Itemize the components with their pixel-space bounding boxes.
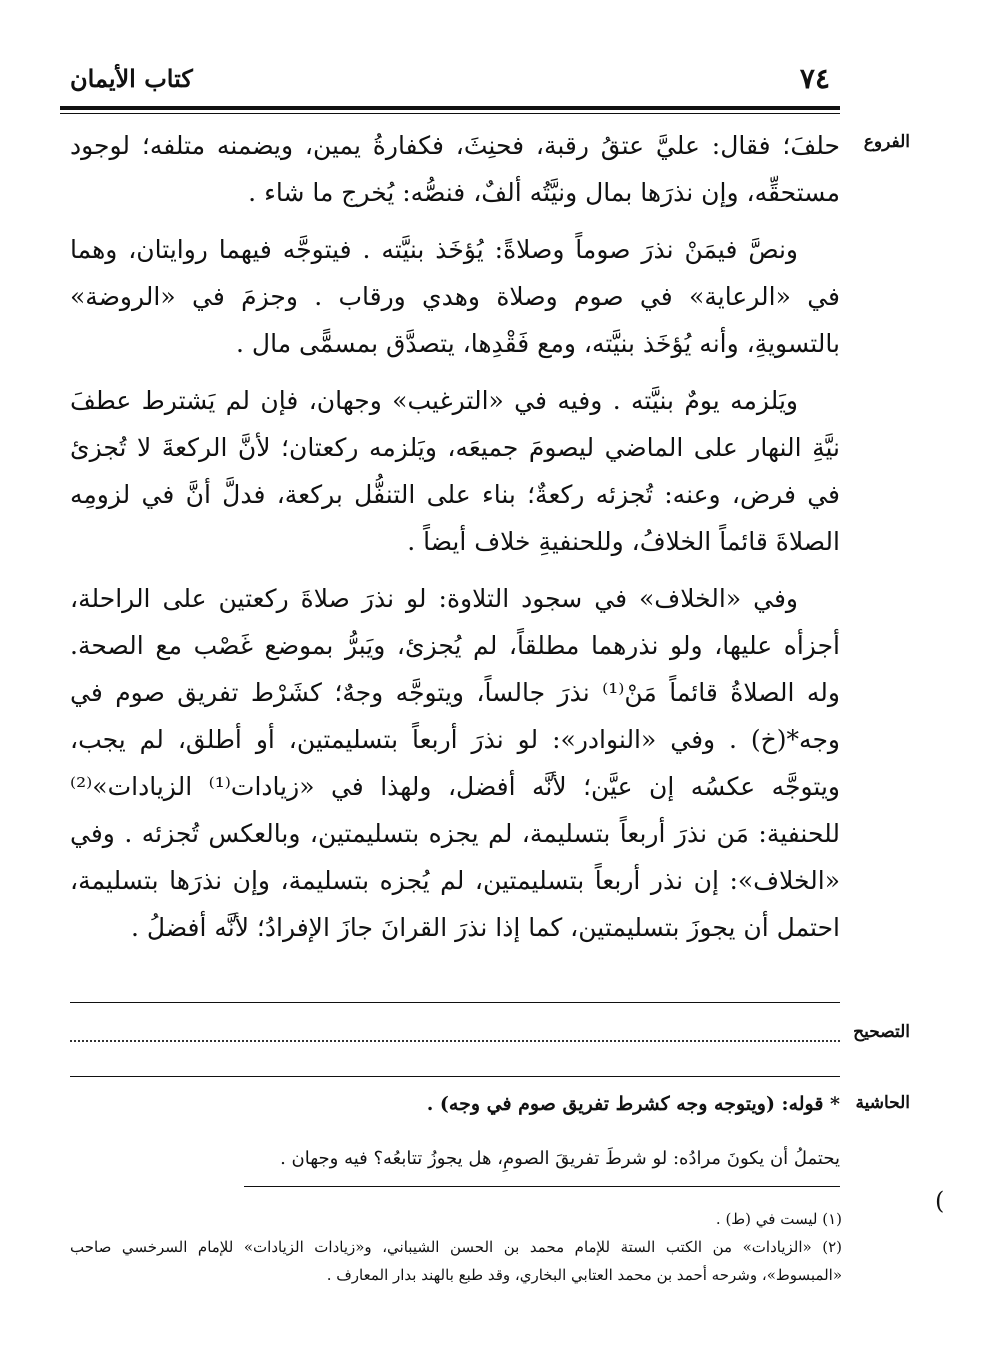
hashiya-quote: * قوله: (ويتوجه وجه كشرط تفريق صوم في وجه) . <box>426 1093 840 1115</box>
hashiya-comment: يحتملُ أن يكونَ مرادُه: لو شرطَ تفريقَ الصومِ، هل يجوزُ تتابعُه؟ فيه وجهان . <box>280 1148 840 1169</box>
margin-label-hashiya: الحاشية <box>855 1093 910 1113</box>
correction-dotted-line <box>70 1040 840 1042</box>
header-rule-thick <box>60 106 840 110</box>
page-number: ٧٤ <box>799 62 830 95</box>
margin-label-tashih: التصحيح <box>853 1022 910 1042</box>
footnotes <box>70 1205 842 1289</box>
correction-rule-top <box>70 1002 840 1003</box>
hashiya-bracket: ( <box>935 1187 945 1215</box>
main-text <box>70 122 840 961</box>
paragraph-4: وفي «الخلاف» في سجود التلاوة: لو نذرَ صلاةَ ركعتين على الراحلة، أجزأه عليها، ولو نذرهما مطلقاً، لم يُجزئ، ويَبرُّ بموضع غَصْب مع الصحة. وله الصلاةُ قائماً مَنْ⁽¹⁾ نذرَ جالساً، ويتوجَّه وجهٌ؛ كشَرْط تفريق صوم في وجه*(خ) . وفي «النوادر»: لو نذرَ أربعاً بتسليمتين، أو أطلق، لم يجب، ويتوجَّه عكسُه إن عيَّن؛ لأنَّه أفضل، ولهذا في «زيادات⁽¹⁾ الزيادات»⁽²⁾ للحنفية: مَن نذرَ أربعاً بتسليمة، لم يجزه بتسليمتين، وبالعكس تُجزئه . وفي «الخلاف»: إن نذر أربعاً بتسليمتين، لم يُجزه بتسليمة، وإن نذرَها بتسليمة، احتمل أن يجوزَ بتسليمتين، كما إذا نذرَ القرانَ جازَ الإفرادُ؛ لأنَّه أفضلُ . <box>70 584 840 942</box>
footnote-2: (٢) «الزيادات» من الكتب الستة للإمام محمد بن الحسن الشيباني، و«زيادات الزيادات» للإمام السرخسي صاحب «المبسوط»، وشرحه أحمد بن محمد العتابي البخاري، وقد طبع بالهند بدار المعارف . <box>70 1238 842 1284</box>
paragraph-2: ونصَّ فيمَنْ نذرَ صوماً وصلاةً: يُؤخَذ بنيَّته . فيتوجَّه فيهما روايتان، وهما في «الرعاية» في صوم وصلاة وهدي ورقاب . وجزمَ في «الروضة» بالتسويةِ، وأنه يُؤخَذ بنيَّته، ومع فَقْدِها، يتصدَّق بمسمًّى مال . <box>70 235 840 358</box>
margin-label-furu: الفروع <box>863 132 910 152</box>
footnote-1: (١) ليست في (ط) . <box>715 1210 842 1228</box>
correction-rule-bottom <box>70 1076 840 1077</box>
paragraph-3: ويَلزمه يومٌ بنيَّته . وفيه في «الترغيب» وجهان، فإن لم يَشترط عطفَ نيَّةِ النهار على الماضي ليصومَ جميعَه، ويَلزمه ركعتان؛ لأنَّ الركعةَ لا تُجزئ في فرض، وعنه: تُجزئه ركعةٌ؛ بناء على التنفُّل بركعة، فدلَّ أنَّ في لزومِه الصلاةَ قائماً الخلافُ، وللحنفيةِ خلاف أيضاً . <box>70 386 840 556</box>
paragraph-1: حلفَ؛ فقال: عليَّ عتقُ رقبة، فحنِثَ، فكفارةُ يمين، ويضمنه متلفه؛ لوجود مستحقِّه، وإن نذرَها بمال ونيَّتُه ألفٌ، فنصُّه: يُخرج ما شاء . <box>70 131 840 207</box>
header-rule-thin <box>60 113 840 114</box>
running-title: كتاب الأيمان <box>70 64 193 93</box>
hashiya-underline <box>244 1186 840 1187</box>
page-header <box>60 62 840 110</box>
